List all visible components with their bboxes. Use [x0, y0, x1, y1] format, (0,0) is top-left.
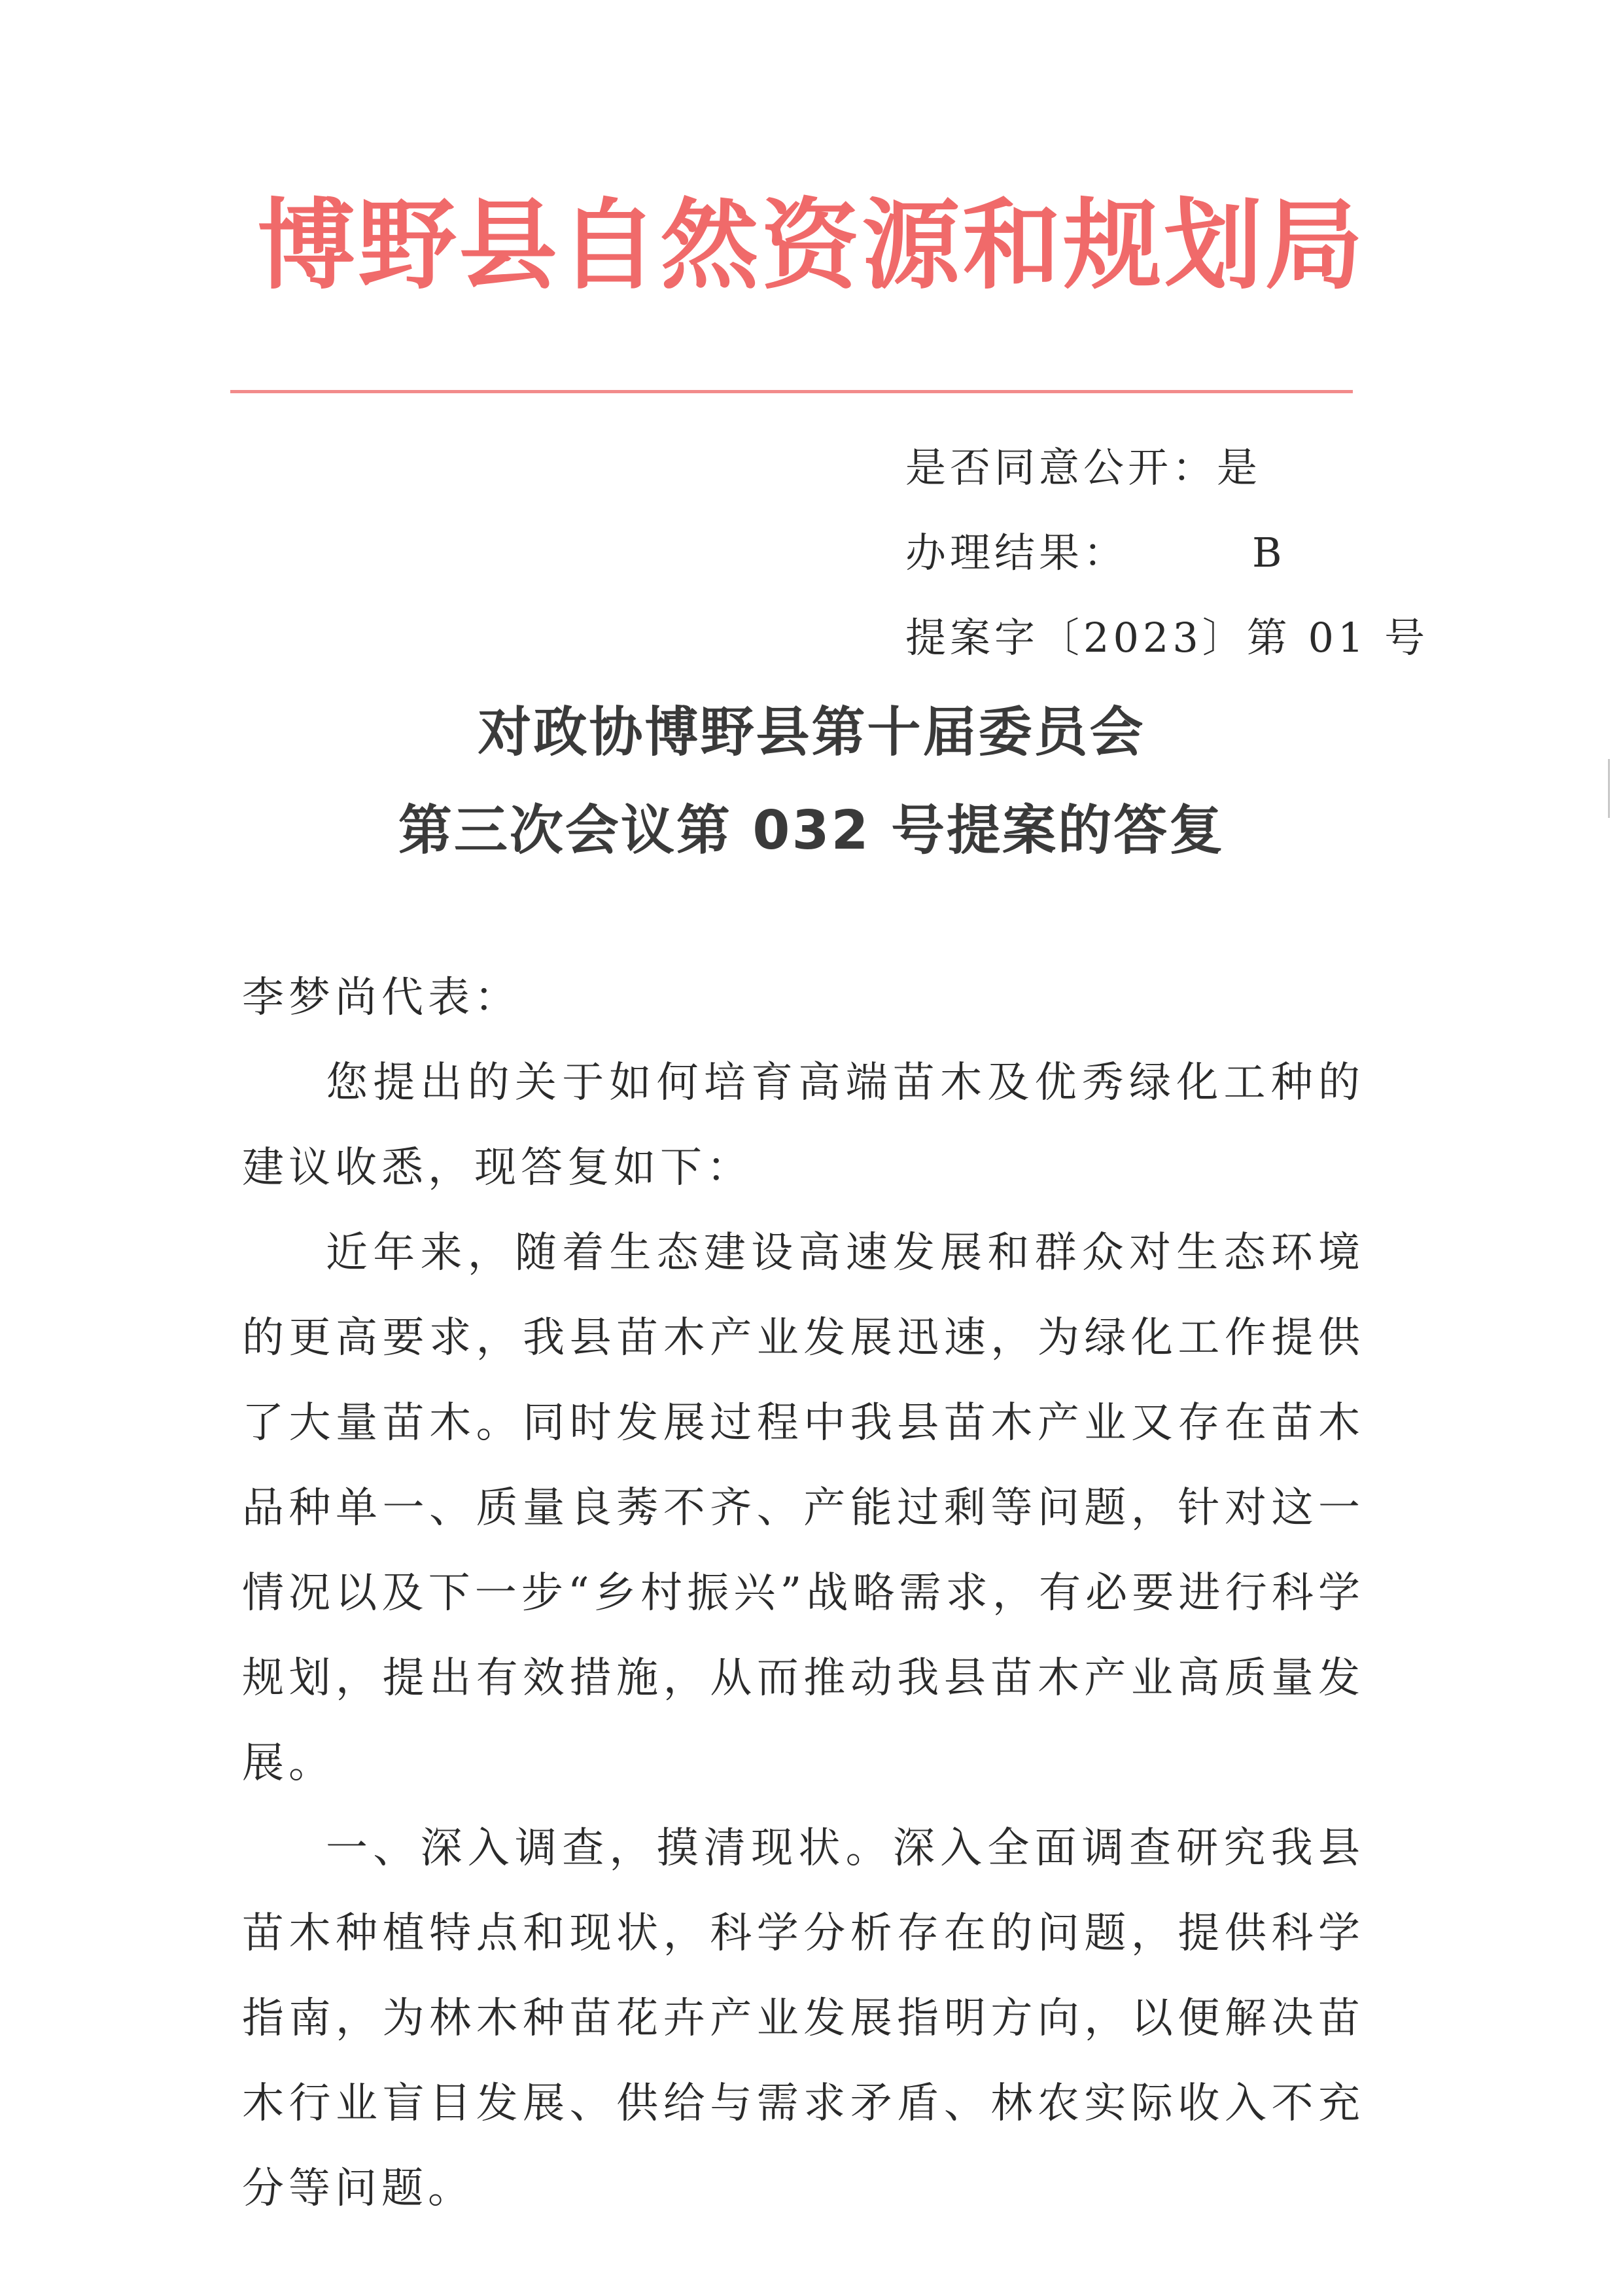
agency-masthead: 博野县自然资源和规划局 — [257, 188, 1366, 303]
public-consent-label: 是否同意公开： — [905, 444, 1217, 491]
reply-title-line-2: 第三次会议第 032 号提案的答复 — [398, 800, 1225, 862]
public-consent-row — [905, 425, 1376, 510]
reply-title — [0, 684, 1623, 880]
body-paragraph: 您提出的关于如何培育高端苗木及优秀绿化工种的建议收悉，现答复如下： — [242, 1059, 1365, 1192]
masthead-red-rule — [230, 390, 1353, 393]
document-meta — [905, 425, 1429, 680]
document-number: 提案字〔2023〕第 01 号 — [905, 614, 1429, 662]
body-paragraph: 一、深入调查，摸清现状。深入全面调查研究我县苗木种植特点和现状，科学分析存在的问题，提供科学指南，为林木种苗花卉产业发展指明方向，以便解决苗木行业盲目发展、供给与需求矛盾、林农实际收入不充分等问题。 — [242, 1824, 1365, 2213]
reply-body — [242, 955, 1365, 2231]
body-paragraph: 近年来，随着生态建设高速发展和群众对生态环境的更高要求，我县苗木产业发展迅速，为绿化工作提供了大量苗木。同时发展过程中我县苗木产业又存在苗木品种单一、质量良莠不齐、产能过剩等问题，针对这一情况以及下一步“乡村振兴”战略需求，有必要进行科学规划，提出有效措施，从而推动我县苗木产业高质量发展。 — [242, 1229, 1365, 1788]
handling-result-label: 办理结果： — [905, 529, 1128, 576]
public-consent-value: 是 — [1217, 444, 1262, 491]
handling-result-row — [905, 510, 1376, 595]
salutation: 李梦尚代表： — [242, 974, 521, 1022]
scan-artifact — [1608, 759, 1610, 818]
handling-result-value: B — [1252, 529, 1286, 576]
reply-title-line-1: 对政协博野县第十届委员会 — [478, 701, 1145, 764]
